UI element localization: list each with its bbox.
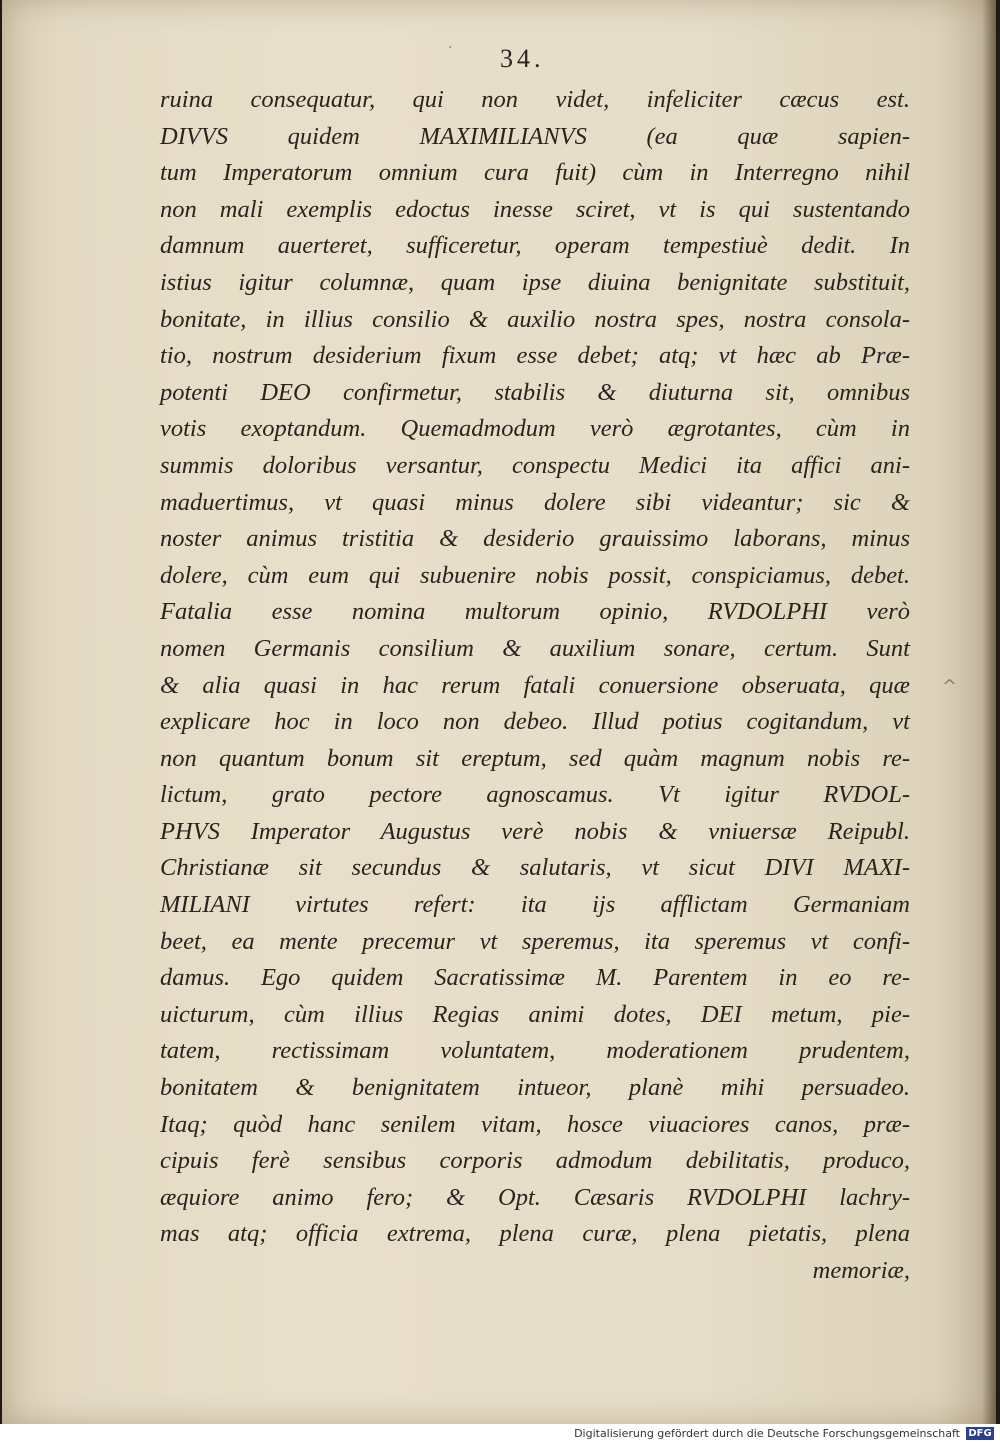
text-line: DIVVS quidem MAXIMILIANVS (ea quæ sapien- [160, 122, 910, 150]
text-line: & alia quasi in hac rerum fatali conuersione obseruata, quæ [160, 671, 910, 699]
margin-mark-icon: ^ [942, 676, 958, 697]
text-line: mas atq; officia extrema, plena curæ, plena pietatis, plena [160, 1220, 910, 1248]
text-line: Christianæ sit secundus & salutaris, vt sicut DIVI MAXI- [160, 854, 910, 882]
margin-mark-icon: · [448, 40, 453, 56]
text-line: bonitate, in illius consilio & auxilio nostra spes, nostra consola- [160, 305, 910, 333]
text-line: dolere, cùm eum qui subuenire nobis possit, conspiciamus, debet. [160, 561, 910, 589]
footer-bar [0, 1424, 1000, 1444]
text-line: bonitatem & benignitatem intueor, planè mihi persuadeo. [160, 1074, 910, 1102]
text-line: maduertimus, vt quasi minus dolere sibi videantur; sic & [160, 488, 910, 516]
text-line: beet, ea mente precemur vt speremus, ita speremus vt confi- [160, 927, 910, 955]
text-line: votis exoptandum. Quemadmodum verò ægrotantes, cùm in [160, 415, 910, 443]
text-line: noster animus tristitia & desiderio grauissimo laborans, minus [160, 525, 910, 553]
dfg-logo: DFG [966, 1427, 994, 1440]
footer-credit: Digitalisierung gefördert durch die Deutsche Forschungsgemeinschaft [574, 1427, 960, 1440]
text-line: MILIANI virtutes refert: ita ijs afflictam Germaniam [160, 891, 910, 919]
text-line: uicturum, cùm illius Regias animi dotes, DEI metum, pie- [160, 1000, 910, 1028]
text-line: Itaq; quòd hanc senilem vitam, hosce viuaciores canos, præ- [160, 1110, 910, 1138]
text-line: istius igitur columnæ, quam ipse diuina benignitate substituit, [160, 268, 910, 296]
text-line: æquiore animo fero; & Opt. Cæsaris RVDOLPHI lachry- [160, 1183, 910, 1211]
text-line: tio, nostrum desiderium fixum esse debet; atq; vt hæc ab Præ- [160, 342, 910, 370]
text-line: non mali exemplis edoctus inesse sciret, vt is qui sustentando [160, 195, 910, 223]
text-line: damnum auerteret, sufficeretur, operam tempestiuè dedit. In [160, 232, 910, 260]
text-line: lictum, grato pectore agnoscamus. Vt igitur RVDOL- [160, 781, 910, 809]
text-line: Fatalia esse nomina multorum opinio, RVDOLPHI verò [160, 598, 910, 626]
text-line: explicare hoc in loco non debeo. Illud potius cogitandum, vt [160, 708, 910, 736]
text-line: summis doloribus versantur, conspectu Medici ita affici ani- [160, 451, 910, 479]
text-block [160, 82, 910, 1290]
text-line: PHVS Imperator Augustus verè nobis & vniuersæ Reipubl. [160, 817, 910, 845]
text-line: damus. Ego quidem Sacratissimæ M. Parentem in eo re- [160, 964, 910, 992]
book-page [2, 0, 996, 1424]
catchword: memoriæ, [812, 1257, 910, 1284]
text-line: non quantum bonum sit ereptum, sed quàm magnum nobis re- [160, 744, 910, 772]
page-number: 34. [500, 44, 545, 73]
text-line: ruina consequatur, qui non videt, infeliciter cæcus est. [160, 86, 910, 113]
text-line: potenti DEO confirmetur, stabilis & diuturna sit, omnibus [160, 378, 910, 406]
text-line: tum Imperatorum omnium cura fuit) cùm in Interregno nihil [160, 159, 910, 187]
text-line: tatem, rectissimam voluntatem, moderationem prudentem, [160, 1037, 910, 1065]
text-line: cipuis ferè sensibus corporis admodum debilitatis, produco, [160, 1147, 910, 1175]
text-line: nomen Germanis consilium & auxilium sonare, certum. Sunt [160, 634, 910, 662]
